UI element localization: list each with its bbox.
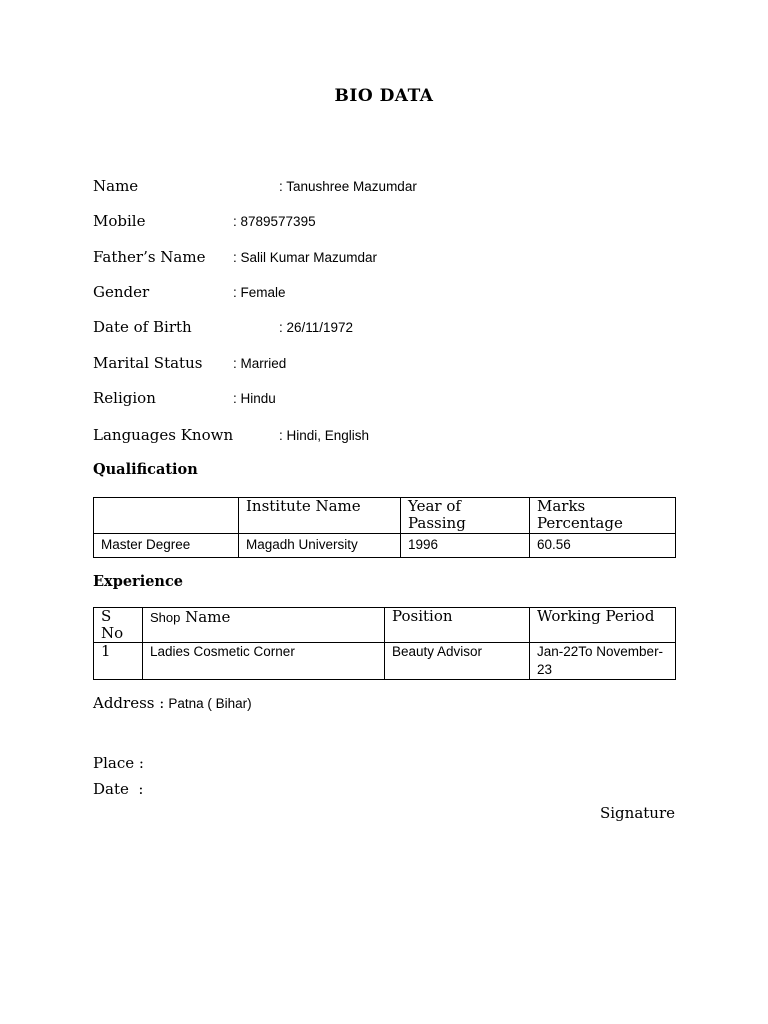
experience-heading: Experience <box>93 573 184 590</box>
address-label: Address : <box>93 694 165 712</box>
qualification-header-row <box>94 498 676 534</box>
mobile-label: Mobile <box>93 212 146 230</box>
table-row <box>94 643 676 680</box>
date-label: Date : <box>93 780 144 798</box>
religion-value: : Hindu <box>233 391 276 406</box>
experience-table <box>93 607 676 680</box>
address-value: Patna ( Bihar) <box>168 696 252 711</box>
languages-known-value: : Hindi, English <box>279 428 370 443</box>
qualification-header-cell <box>94 498 239 534</box>
gender-label: Gender <box>93 283 150 301</box>
name-value: : Tanushree Mazumdar <box>279 179 417 194</box>
table-cell: Master Degree <box>94 534 239 558</box>
table-cell: 60.56 <box>530 534 676 558</box>
marital-status-label: Marital Status <box>93 354 203 372</box>
table-cell: Jan-22To November-23 <box>530 643 676 680</box>
place-label: Place : <box>93 754 144 772</box>
qualification-heading: Qualification <box>93 461 198 478</box>
signature-label: Signature <box>599 804 675 822</box>
date-of-birth-label: Date of Birth <box>93 318 192 336</box>
experience-header-cell: Working Period <box>530 608 676 643</box>
document-title: BIO DATA <box>334 86 434 106</box>
qualification-table <box>93 497 676 558</box>
mobile-value: : 8789577395 <box>233 214 316 229</box>
qualification-header-cell: Institute Name <box>239 498 401 534</box>
table-cell: 1996 <box>401 534 530 558</box>
fathers-name-label: Father’s Name <box>93 248 206 266</box>
table-cell: 1 <box>94 643 143 680</box>
table-cell: Beauty Advisor <box>385 643 530 680</box>
experience-header-cell: Shop Name <box>143 608 385 643</box>
table-cell: Magadh University <box>239 534 401 558</box>
gender-value: : Female <box>233 285 286 300</box>
experience-header-cell: Position <box>385 608 530 643</box>
date-of-birth-value: : 26/11/1972 <box>279 320 354 335</box>
religion-label: Religion <box>93 389 156 407</box>
experience-header-cell: S No <box>94 608 143 643</box>
experience-header-row <box>94 608 676 643</box>
fathers-name-value: : Salil Kumar Mazumdar <box>233 250 378 265</box>
marital-status-value: : Married <box>233 356 287 371</box>
languages-known-label: Languages Known <box>93 426 234 444</box>
qualification-header-cell: Year of Passing <box>401 498 530 534</box>
qualification-header-cell: Marks Percentage <box>530 498 676 534</box>
table-cell: Ladies Cosmetic Corner <box>143 643 385 680</box>
name-label: Name <box>93 177 139 195</box>
address-line <box>93 694 252 713</box>
table-row <box>94 534 676 558</box>
